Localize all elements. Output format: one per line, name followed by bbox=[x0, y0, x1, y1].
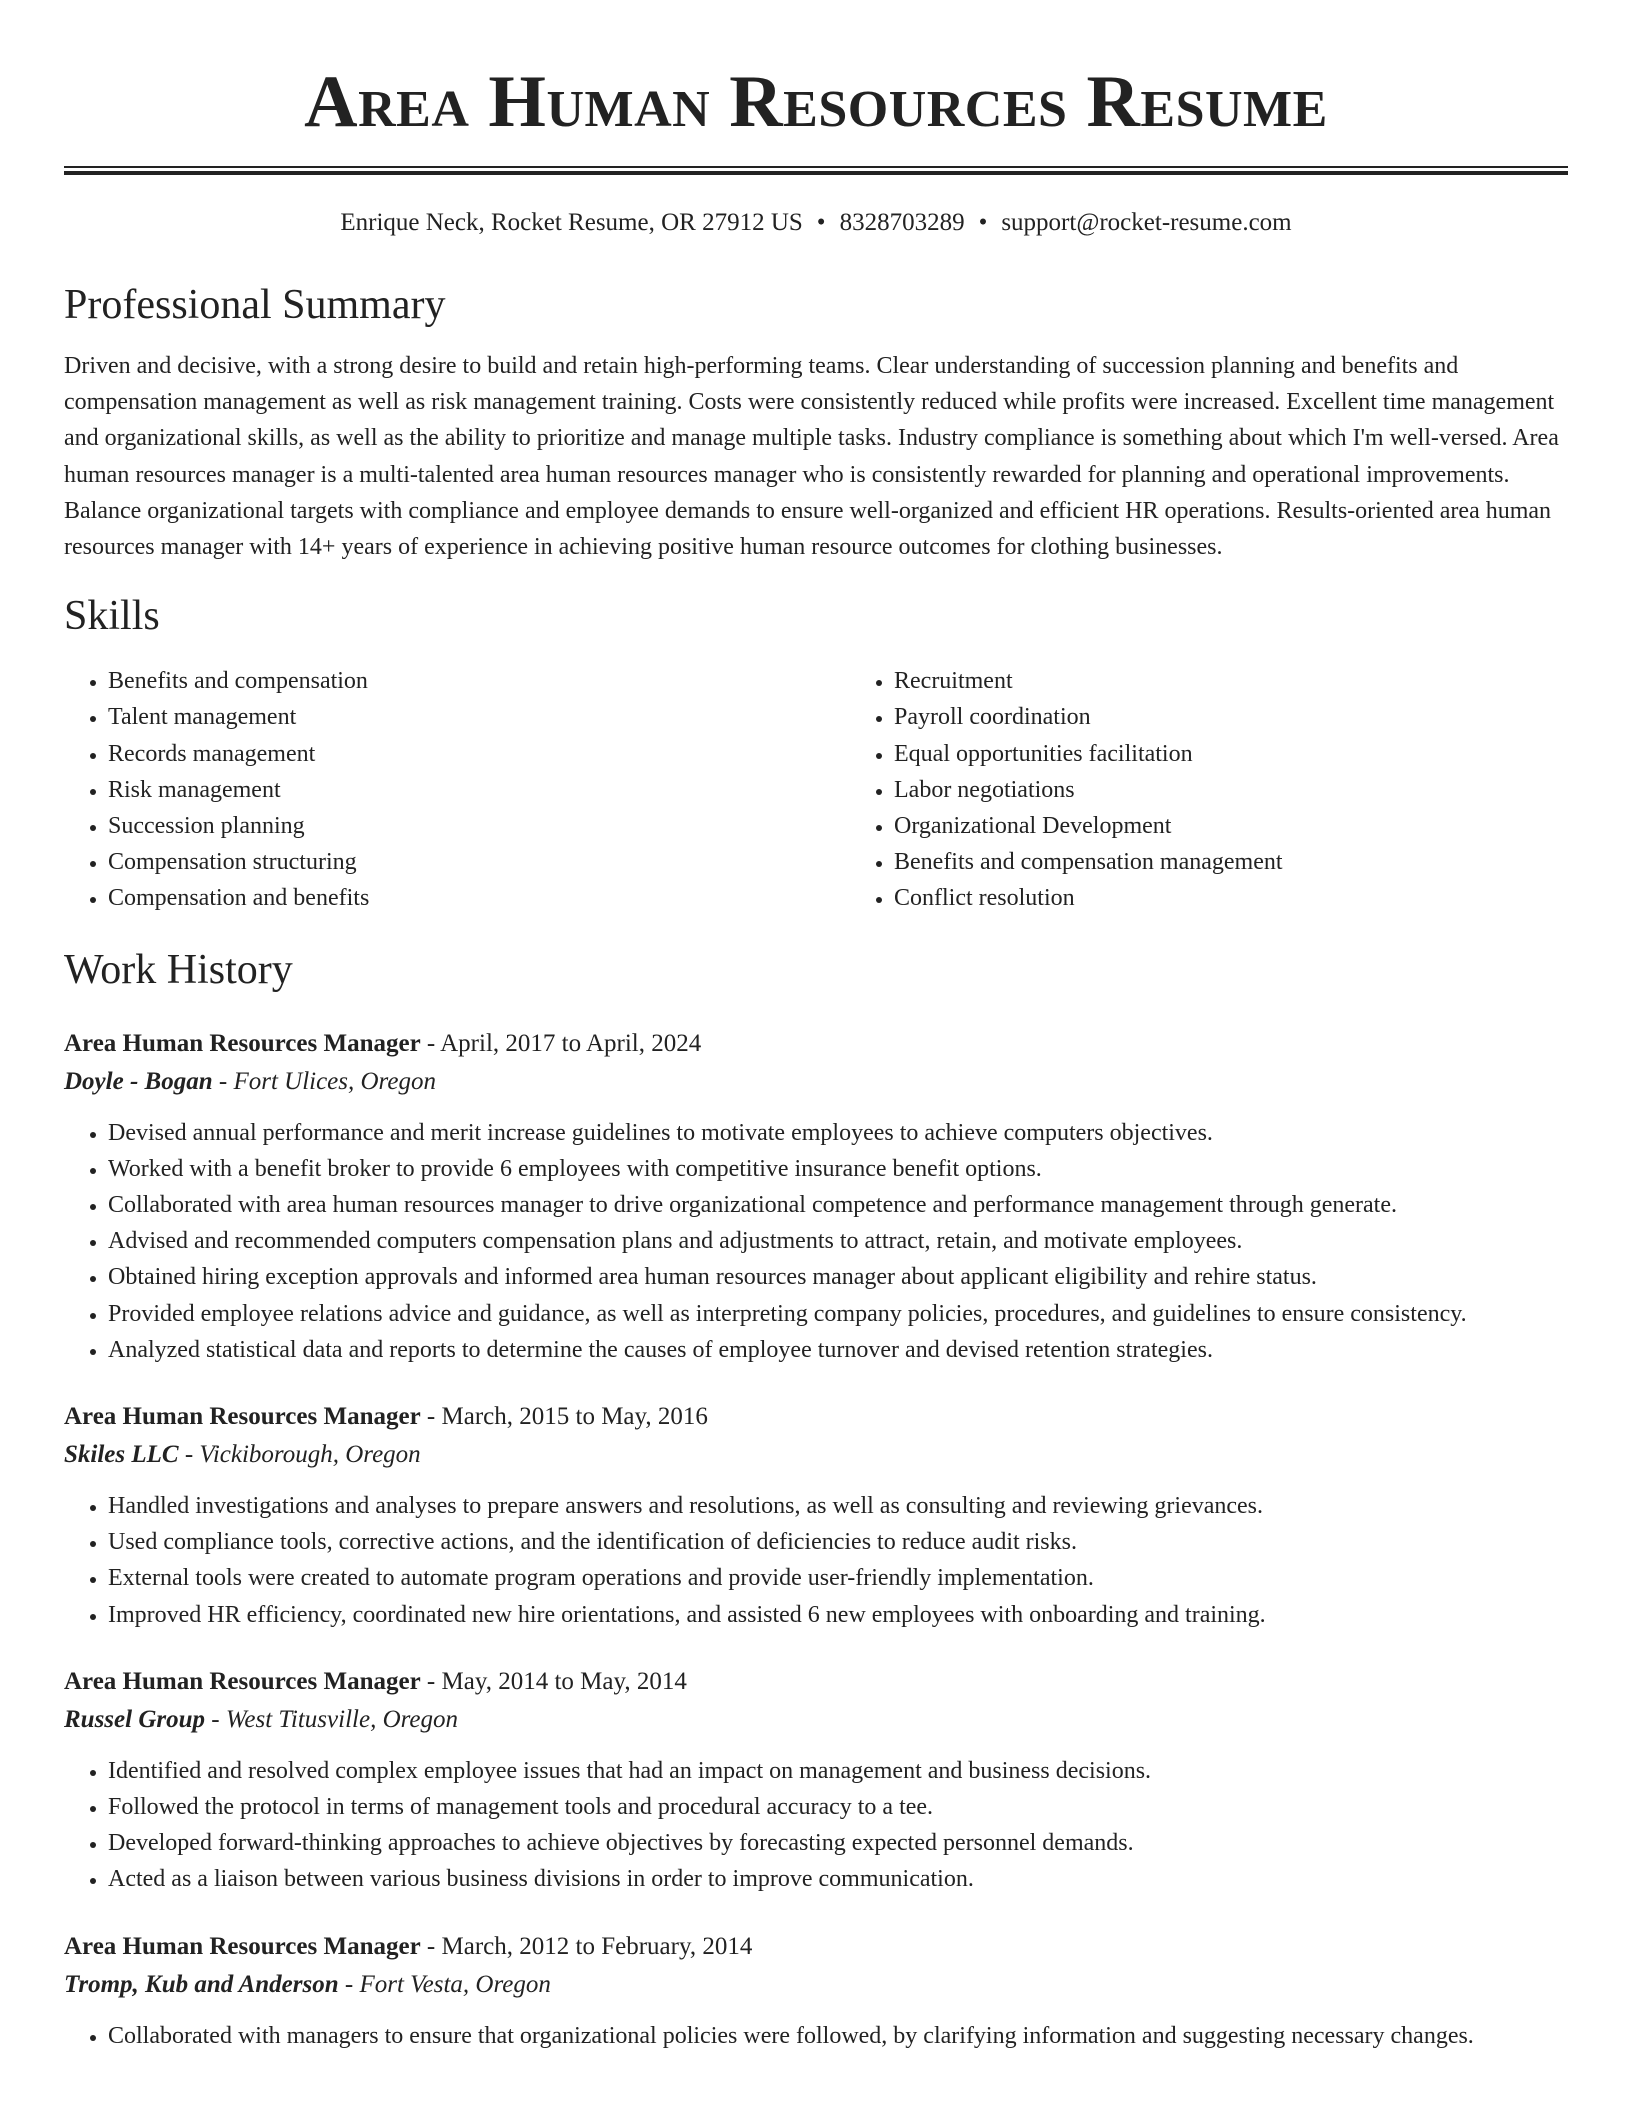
skill-item: • Conflict resolution bbox=[894, 880, 1568, 916]
job-bullet: • Identified and resolved complex employee issues that had an impact on management and business decisions. bbox=[108, 1753, 1568, 1789]
summary-text: Driven and decisive, with a strong desire to build and retain high-performing teams. Clear understanding of succession planning and benefits and compensation management as well as risk management training. Costs were consistently reduced while profits were increased. Excellent time management and organizational skills, as well as the ability to prioritize and manage multiple tasks. Industry compliance is something about which I'm well-versed. Area human resources manager is a multi-talented area human resources manager who is consistently rewarded for planning and operational improvements. Balance organizational targets with compliance and employee demands to ensure well-organized and efficient HR operations. Results-oriented area human resources manager with 14+ years of experience in achieving positive human resource outcomes for clothing businesses. bbox=[64, 353, 1559, 561]
job-header: Area Human Resources Manager - May, 2014 to May, 2014 bbox=[64, 1667, 687, 1695]
job-dates: March, 2012 to February, 2014 bbox=[441, 1932, 753, 1960]
summary-heading: Professional Summary bbox=[64, 282, 446, 328]
job-company: Skiles LLC bbox=[64, 1441, 179, 1469]
job-title: Area Human Resources Manager bbox=[64, 1667, 421, 1695]
job-company: Tromp, Kub and Anderson bbox=[64, 1970, 339, 1998]
job-bullet: • Handled investigations and analyses to prepare answers and resolutions, as well as consulting and reviewing grievances. bbox=[108, 1488, 1568, 1524]
job-employer: Russel Group - West Titusville, Oregon bbox=[64, 1705, 459, 1733]
skills-heading: Skills bbox=[64, 593, 160, 640]
job-bullet: • Provided employee relations advice and guidance, as well as interpreting company policies, procedures, and guidelines to ensure consistency. bbox=[108, 1296, 1568, 1332]
job-entry bbox=[64, 1398, 1568, 1633]
contact-separator: • bbox=[816, 209, 826, 236]
job-bullet: • Worked with a benefit broker to provide 6 employees with competitive insurance benefit options. bbox=[108, 1151, 1568, 1187]
job-bullet: • Developed forward-thinking approaches to achieve objectives by forecasting expected personnel demands. bbox=[108, 1825, 1568, 1861]
job-location: Vickiborough, Oregon bbox=[199, 1441, 421, 1469]
skills-column-left bbox=[64, 663, 850, 916]
job-header: Area Human Resources Manager - March, 2015 to May, 2016 bbox=[64, 1403, 708, 1431]
job-title: Area Human Resources Manager bbox=[64, 1932, 421, 1960]
skill-item: • Risk management bbox=[108, 772, 850, 808]
skill-item: • Recruitment bbox=[894, 663, 1568, 699]
skill-item: • Compensation structuring bbox=[108, 844, 850, 880]
job-entry bbox=[64, 1663, 1568, 1898]
job-dates: March, 2015 to May, 2016 bbox=[441, 1403, 708, 1431]
job-title: Area Human Resources Manager bbox=[64, 1029, 421, 1057]
job-employer: Tromp, Kub and Anderson - Fort Vesta, Oregon bbox=[64, 1970, 551, 1998]
job-bullet: • Advised and recommended computers compensation plans and adjustments to attract, retain, and motivate employees. bbox=[108, 1223, 1568, 1259]
job-company: Russel Group bbox=[64, 1705, 206, 1733]
skill-item: • Organizational Development bbox=[894, 808, 1568, 844]
job-company: Doyle - Bogan bbox=[64, 1067, 213, 1095]
job-entry bbox=[64, 1025, 1568, 1368]
job-bullet: • Collaborated with managers to ensure that organizational policies were followed, by clarifying information and suggesting necessary changes. bbox=[108, 2018, 1568, 2054]
contact-separator: • bbox=[978, 209, 988, 236]
job-bullet: • Improved HR efficiency, coordinated new hire orientations, and assisted 6 new employees with onboarding and training. bbox=[108, 1597, 1568, 1633]
job-bullets bbox=[64, 1488, 1568, 1633]
skill-item: • Benefits and compensation management bbox=[894, 844, 1568, 880]
contact-phone: 8328703289 bbox=[839, 209, 965, 236]
job-bullet: • External tools were created to automate program operations and provide user-friendly implementation. bbox=[108, 1560, 1568, 1596]
job-bullet: • Acted as a liaison between various business divisions in order to improve communication. bbox=[108, 1861, 1568, 1897]
skill-item: • Succession planning bbox=[108, 808, 850, 844]
skill-item: • Compensation and benefits bbox=[108, 880, 850, 916]
job-location: Fort Ulices, Oregon bbox=[233, 1067, 436, 1095]
skill-item: • Talent management bbox=[108, 699, 850, 735]
job-header: Area Human Resources Manager - April, 2017 to April, 2024 bbox=[64, 1029, 702, 1057]
contact-line bbox=[64, 208, 1568, 238]
job-bullets bbox=[64, 1115, 1568, 1368]
job-bullet: • Collaborated with area human resources manager to drive organizational competence and performance management through generate. bbox=[108, 1187, 1568, 1223]
job-bullets bbox=[64, 1753, 1568, 1898]
skills-list bbox=[64, 663, 1568, 916]
skill-item: • Payroll coordination bbox=[894, 699, 1568, 735]
job-header: Area Human Resources Manager - March, 2012 to February, 2014 bbox=[64, 1932, 753, 1960]
job-bullet: • Used compliance tools, corrective actions, and the identification of deficiencies to reduce audit risks. bbox=[108, 1524, 1568, 1560]
job-title: Area Human Resources Manager bbox=[64, 1403, 421, 1431]
job-location: West Titusville, Oregon bbox=[225, 1705, 459, 1733]
page-title: Area Human Resources Resume bbox=[304, 61, 1328, 143]
job-bullets bbox=[64, 2018, 1568, 2054]
job-employer: Doyle - Bogan - Fort Ulices, Oregon bbox=[64, 1067, 436, 1095]
skill-item: • Records management bbox=[108, 736, 850, 772]
skills-column-right bbox=[850, 663, 1568, 916]
job-entry bbox=[64, 1928, 1568, 2054]
job-dates: May, 2014 to May, 2014 bbox=[441, 1667, 687, 1695]
contact-address: Enrique Neck, Rocket Resume, OR 27912 US bbox=[340, 209, 803, 236]
job-location: Fort Vesta, Oregon bbox=[359, 1970, 551, 1998]
job-bullet: • Followed the protocol in terms of management tools and procedural accuracy to a tee. bbox=[108, 1789, 1568, 1825]
job-bullet: • Obtained hiring exception approvals and informed area human resources manager about applicant eligibility and rehire status. bbox=[108, 1259, 1568, 1295]
job-bullet: • Analyzed statistical data and reports to determine the causes of employee turnover and devised retention strategies. bbox=[108, 1332, 1568, 1368]
title-divider bbox=[64, 166, 1568, 175]
skill-item: • Benefits and compensation bbox=[108, 663, 850, 699]
skill-item: • Labor negotiations bbox=[894, 772, 1568, 808]
work-history-heading: Work History bbox=[64, 946, 293, 993]
job-dates: April, 2017 to April, 2024 bbox=[440, 1029, 702, 1057]
job-bullet: • Devised annual performance and merit increase guidelines to motivate employees to achieve computers objectives. bbox=[108, 1115, 1568, 1151]
skill-item: • Equal opportunities facilitation bbox=[894, 736, 1568, 772]
contact-email: support@rocket-resume.com bbox=[1001, 209, 1292, 236]
job-employer: Skiles LLC - Vickiborough, Oregon bbox=[64, 1441, 421, 1469]
